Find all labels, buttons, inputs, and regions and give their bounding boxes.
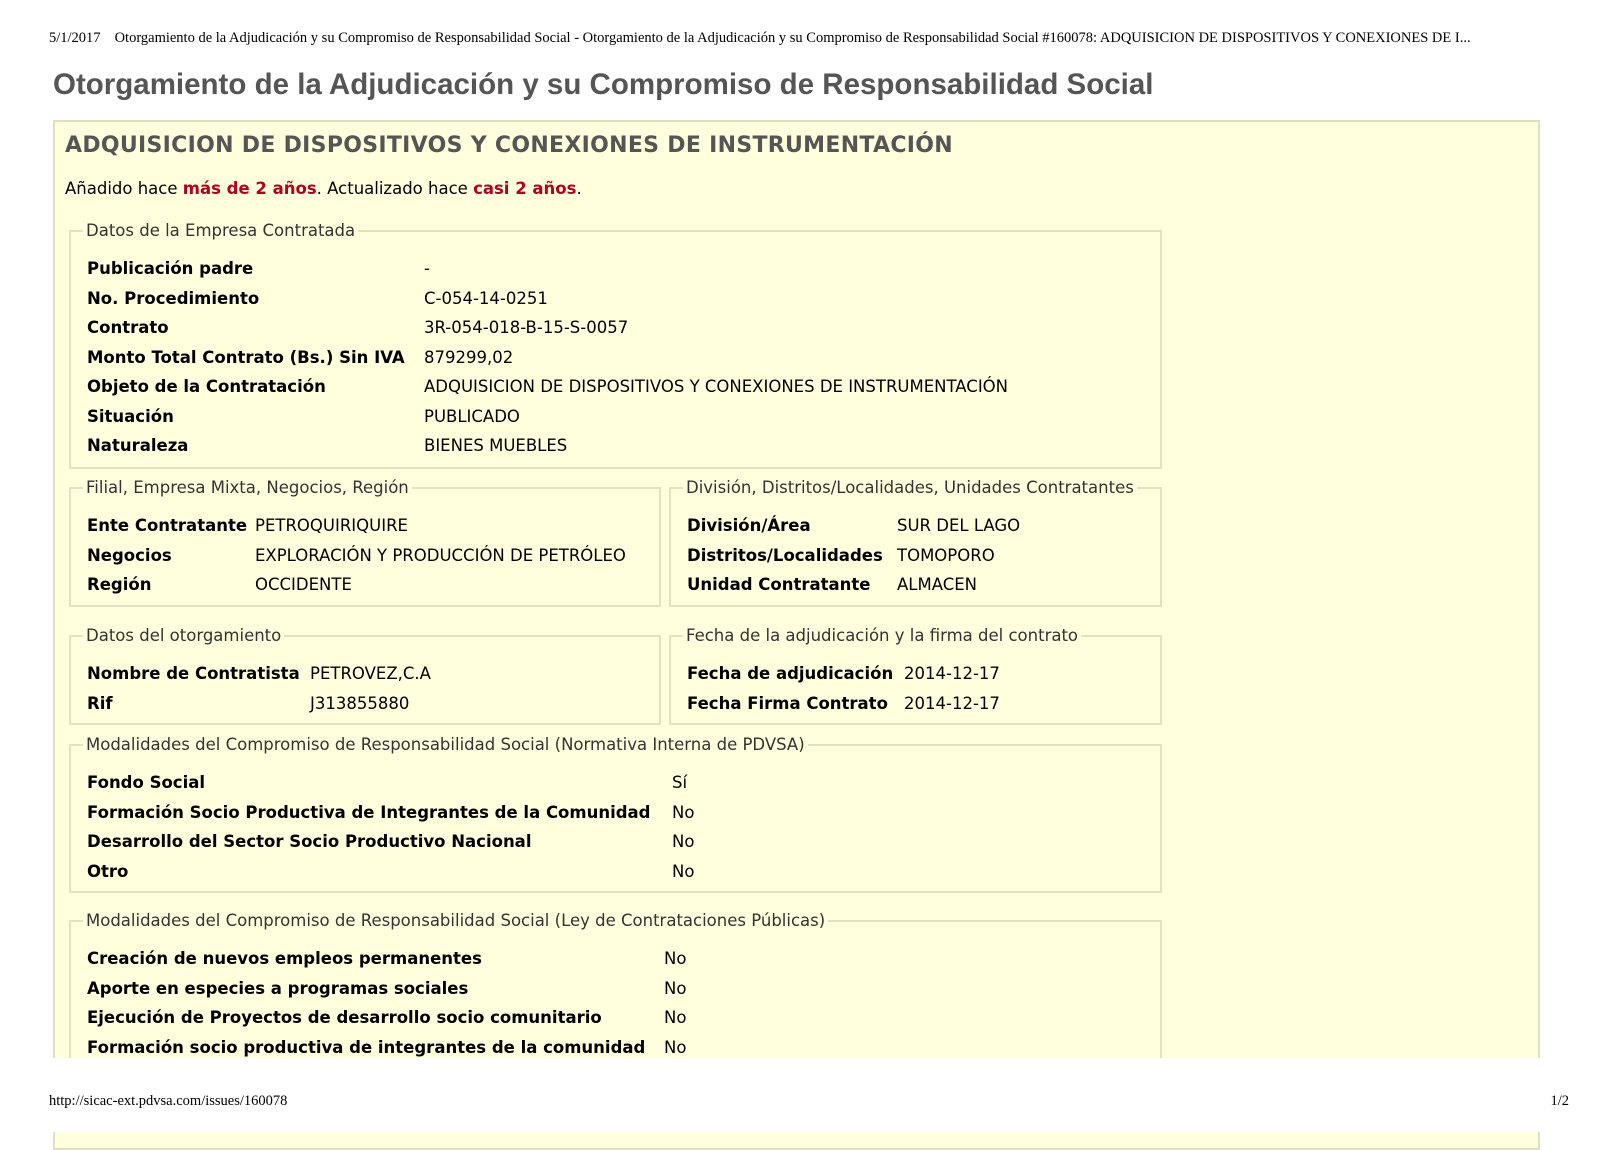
updated-ago-link[interactable]: casi 2 años [473, 179, 577, 198]
field-value: PUBLICADO [424, 406, 520, 426]
updated-prefix: . Actualizado hace [316, 179, 474, 198]
legend-filial: Filial, Empresa Mixta, Negocios, Región [86, 478, 409, 497]
field-value: PETROQUIRIQUIRE [255, 516, 408, 535]
legend-empresa: Datos de la Empresa Contratada [86, 221, 356, 240]
field-label: Desarrollo del Sector Socio Productivo Nacional [87, 832, 532, 851]
meta-end: . [576, 179, 582, 198]
field-value: C-054-14-0251 [424, 288, 548, 308]
field-value: 879299,02 [424, 347, 514, 367]
field-label: Ejecución de Proyectos de desarrollo socio comunitario [87, 1008, 602, 1027]
field-value: OCCIDENTE [255, 575, 352, 594]
field-label: Rif [87, 693, 113, 713]
field-value: EXPLORACIÓN Y PRODUCCIÓN DE PETRÓLEO [255, 545, 626, 565]
field-label: Contrato [87, 318, 169, 337]
field-value: 2014-12-17 [904, 693, 1000, 713]
field-label: Situación [87, 406, 174, 426]
field-label: No. Procedimiento [87, 288, 260, 308]
print-footer [49, 1093, 1569, 1110]
fieldset-otorgamiento [69, 626, 661, 725]
issue-meta [65, 179, 582, 198]
field-value: J313855880 [310, 693, 410, 713]
field-label: Unidad Contratante [687, 575, 871, 594]
fieldset-fechas [669, 626, 1162, 725]
issue-title: ADQUISICION DE DISPOSITIVOS Y CONEXIONES DE INSTRUMENTACIÓN [65, 133, 953, 158]
field-value: BIENES MUEBLES [424, 436, 568, 455]
field-label: División/Área [687, 516, 811, 535]
field-value: SUR DEL LAGO [897, 516, 1021, 535]
field-label: Otro [87, 861, 129, 881]
added-ago-link[interactable]: más de 2 años [182, 179, 317, 198]
added-prefix: Añadido hace [65, 179, 183, 198]
print-url: http://sicac-ext.pdvsa.com/issues/160078 [49, 1093, 288, 1109]
field-label: Creación de nuevos empleos permanentes [87, 949, 482, 968]
field-value: 3R-054-018-B-15-S-0057 [424, 318, 629, 337]
field-label: Fondo Social [87, 773, 206, 792]
field-label: Publicación padre [87, 259, 254, 278]
field-label: Región [87, 575, 152, 594]
fieldset-filial [69, 478, 661, 607]
field-label: Ente Contratante [87, 516, 248, 535]
legend-normativa: Modalidades del Compromiso de Responsabilidad Social (Normativa Interna de PDVSA) [86, 735, 805, 754]
field-value: No [664, 1037, 687, 1057]
field-value: PETROVEZ,C.A [310, 664, 431, 683]
fieldset-empresa [69, 221, 1162, 469]
legend-ley: Modalidades del Compromiso de Responsabilidad Social (Ley de Contrataciones Públicas) [86, 911, 826, 930]
field-label: Aporte en especies a programas sociales [87, 978, 469, 998]
print-date: 5/1/2017 [49, 30, 101, 46]
legend-division: División, Distritos/Localidades, Unidades Contratantes [686, 478, 1134, 497]
print-header [49, 30, 1569, 47]
field-label: Negocios [87, 545, 172, 565]
page-title: Otorgamiento de la Adjudicación y su Compromiso de Responsabilidad Social [53, 68, 1154, 101]
field-value: No [672, 802, 695, 822]
field-label: Formación socio productiva de integrantes de la comunidad [87, 1037, 646, 1057]
issue-box [53, 120, 1540, 1150]
fieldset-division [669, 478, 1162, 607]
field-value: No [672, 861, 695, 881]
field-value: No [664, 1008, 687, 1027]
field-label: Formación Socio Productiva de Integrantes de la Comunidad [87, 802, 651, 822]
field-label: Naturaleza [87, 436, 189, 455]
legend-fechas: Fecha de la adjudicación y la firma del contrato [686, 626, 1079, 645]
field-value: 2014-12-17 [904, 664, 1000, 683]
field-value: No [672, 832, 695, 851]
field-value: Sí [672, 773, 688, 792]
field-label: Fecha Firma Contrato [687, 693, 888, 713]
field-value: - [424, 259, 430, 278]
field-value: ADQUISICION DE DISPOSITIVOS Y CONEXIONES DE INSTRUMENTACIÓN [424, 377, 1009, 396]
print-page-number: 1/2 [1550, 1093, 1569, 1109]
field-label: Monto Total Contrato (Bs.) Sin IVA [87, 347, 405, 367]
field-value: No [664, 949, 687, 968]
field-label: Distritos/Localidades [687, 545, 883, 565]
field-value: No [664, 978, 687, 998]
field-value: TOMOPORO [897, 545, 995, 565]
legend-otorgamiento: Datos del otorgamiento [86, 626, 282, 645]
fieldset-normativa [69, 735, 1162, 893]
field-label: Fecha de adjudicación [687, 664, 894, 683]
field-label: Objeto de la Contratación [87, 377, 326, 396]
field-value: ALMACEN [897, 575, 978, 594]
field-label: Nombre de Contratista [87, 664, 300, 683]
print-title: Otorgamiento de la Adjudicación y su Compromiso de Responsabilidad Social - Otorgamiento de la Adjudicación y su Compromiso de Responsabilidad Social #160078: ADQUISICION DE DISPOSITIVOS Y CONEXIONES DE I... [114, 30, 1471, 46]
